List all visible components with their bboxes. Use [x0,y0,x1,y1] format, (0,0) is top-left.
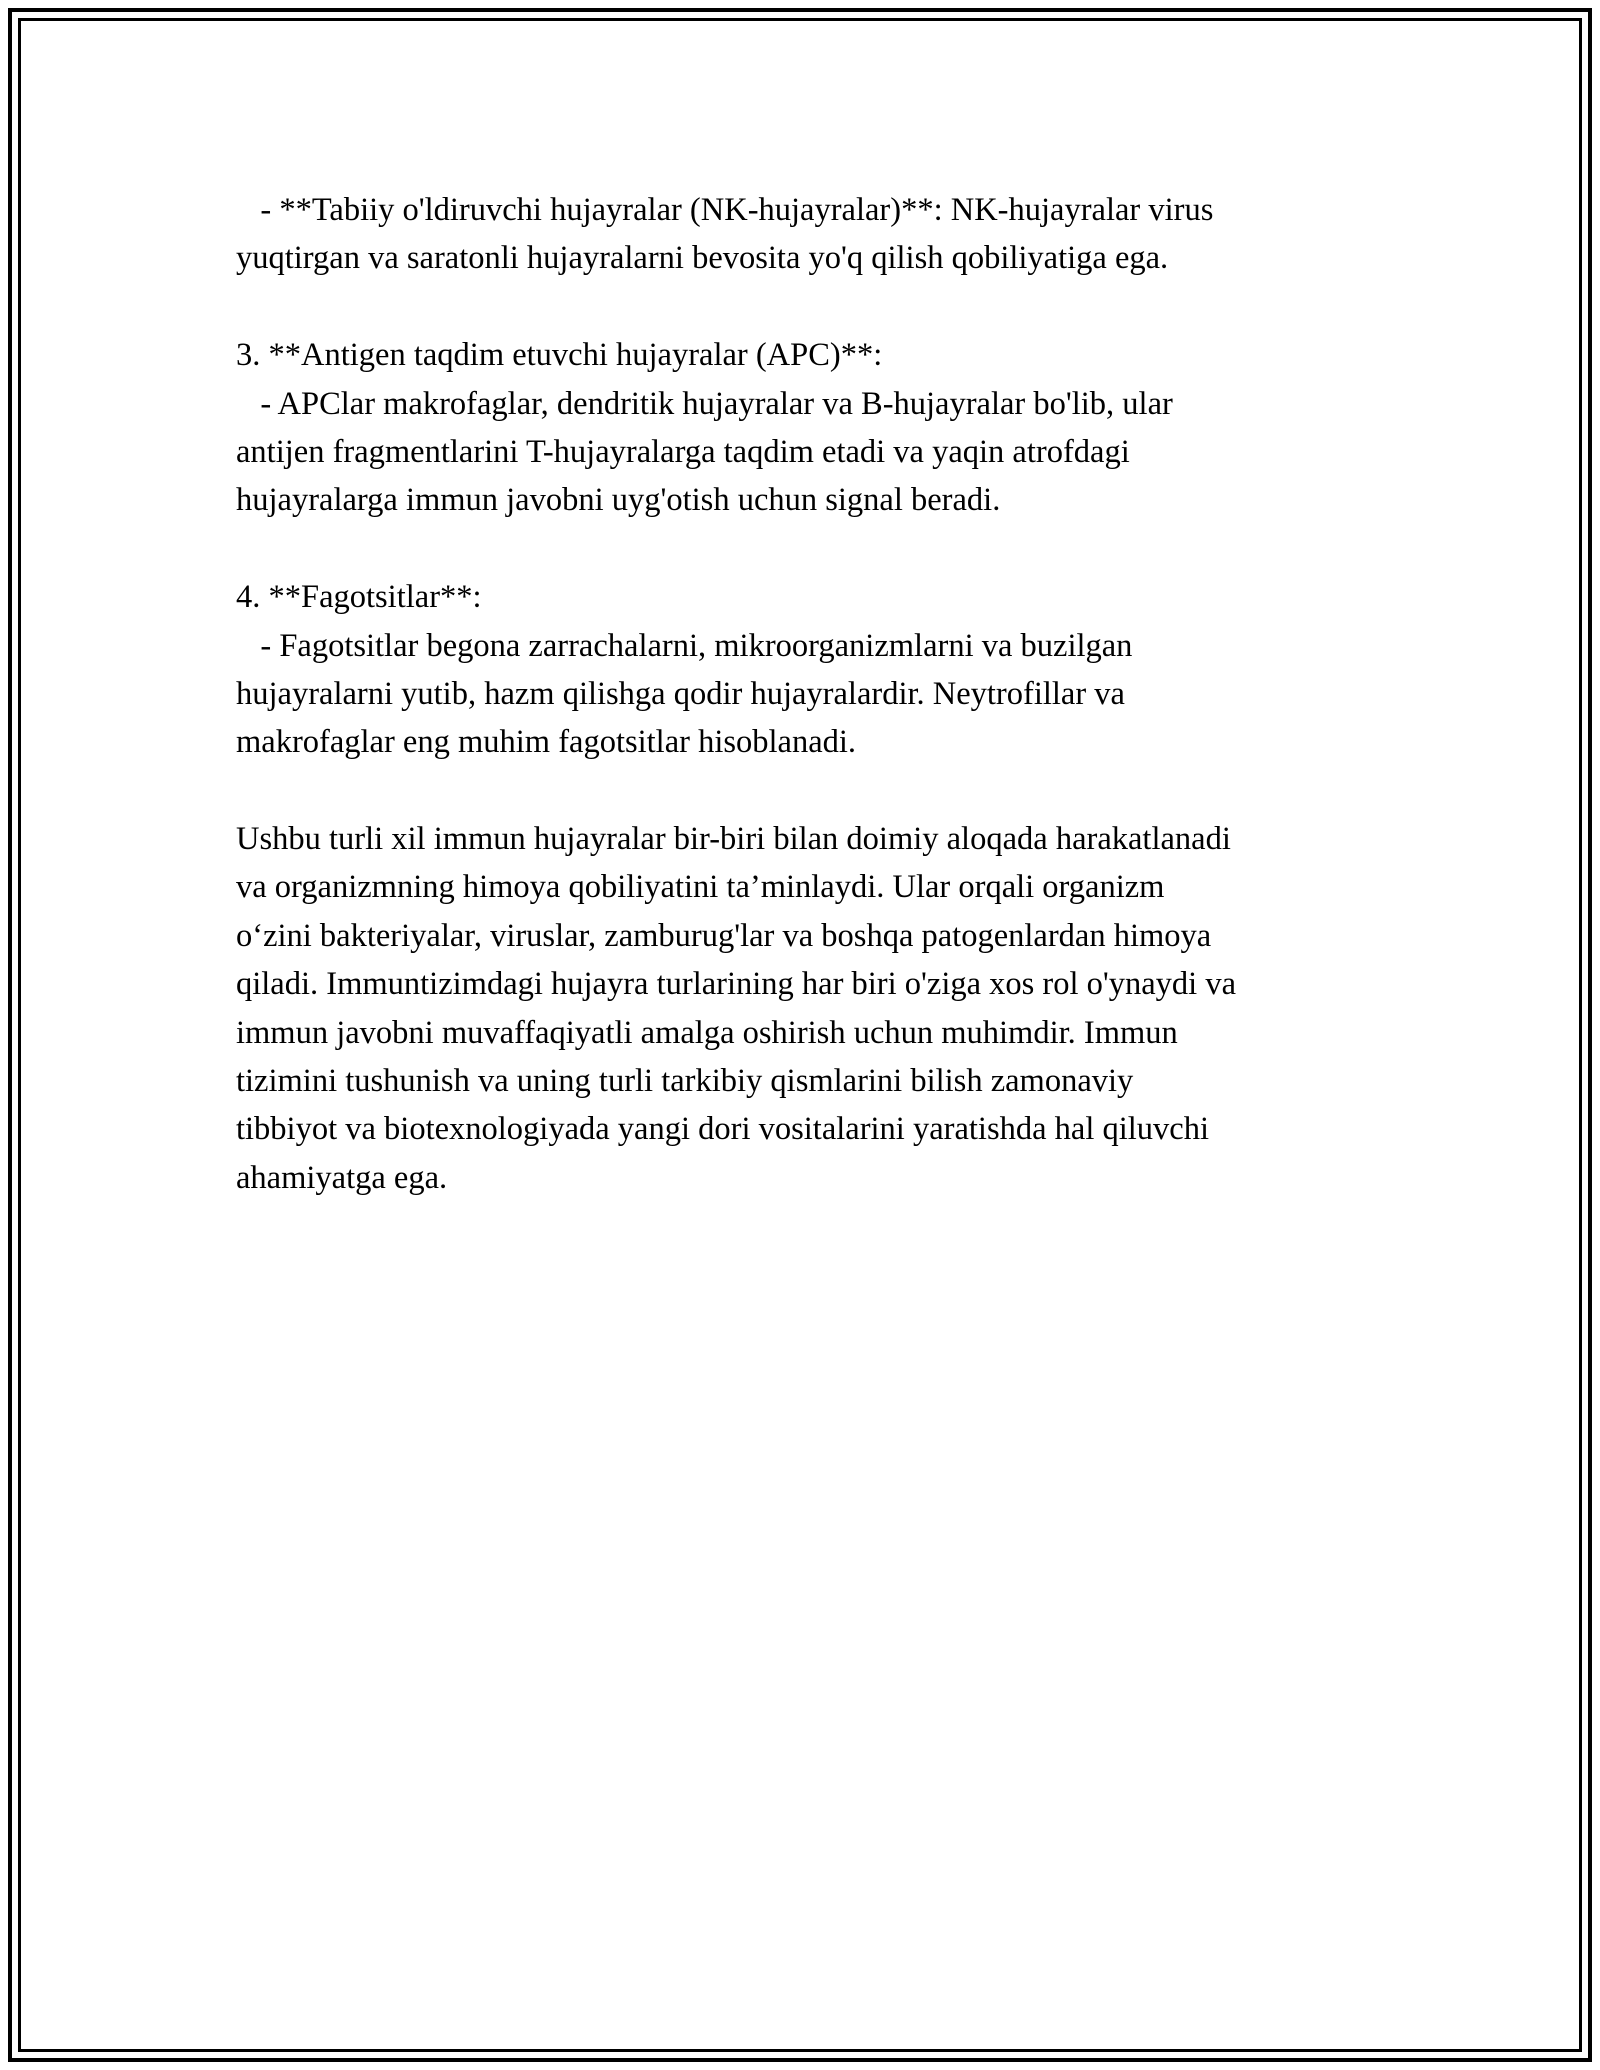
text-line: hujayralarni yutib, hazm qilishga qodir hujayralardir. Neytrofillar va [236,675,1125,712]
text-line: qiladi. Immuntizimdagi hujayra turlarining har biri o'ziga xos rol o'ynaydi va [236,966,1237,1003]
text-line: hujayralarga immun javobni uyg'otish uchun signal beradi. [236,482,1001,519]
text-line: - Fagotsitlar begona zarrachalarni, mikroorganizmlarni va buzilgan [236,627,1133,664]
text-line: ahamiyatga ega. [236,1159,448,1196]
text-line: yuqtirgan va saratonli hujayralarni bevosita yo'q qilish qobiliyatiga ega. [236,240,1169,277]
paragraph-gap [236,767,1376,815]
text-line: immun javobni muvaffaqiyatli amalga oshirish uchun muhimdir. Immun [236,1014,1178,1051]
conclusion-paragraph [236,815,1376,1202]
document-body [236,186,1376,1202]
text-line: tizimini tushunish va uning turli tarkibiy qismlarini bilish zamonaviy [236,1063,1134,1100]
text-line: - APClar makrofaglar, dendritik hujayralar va B-hujayralar bo'lib, ular [236,385,1173,422]
text-line: Ushbu turli xil immun hujayralar bir-biri bilan doimiy aloqada harakatlanadi [236,821,1231,858]
text-line: makrofaglar eng muhim fagotsitlar hisoblanadi. [236,724,857,761]
nk-cells-item [236,186,1376,283]
text-line: tibbiyot va biotexnologiyada yangi dori vositalarini yaratishda hal qiluvchi [236,1111,1209,1148]
section-heading: 3. **Antigen taqdim etuvchi hujayralar (APC)**: [236,337,883,374]
text-line: - **Tabiiy o'ldiruvchi hujayralar (NK-hujayralar)**: NK-hujayralar virus [236,192,1214,228]
text-line: va organizmning himoya qobiliyatini ta’minlaydi. Ular orqali organizm [236,869,1165,906]
text-line: antijen fragmentlarini T-hujayralarga taqdim etadi va yaqin atrofdagi [236,433,1130,470]
phagocytes-section [236,573,1376,767]
text-line: o‘zini bakteriyalar, viruslar, zamburug'lar va boshqa patogenlardan himoya [236,917,1212,954]
apc-section [236,331,1376,525]
paragraph-gap [236,525,1376,573]
paragraph-gap [236,283,1376,331]
section-heading: 4. **Fagotsitlar**: [236,579,482,616]
